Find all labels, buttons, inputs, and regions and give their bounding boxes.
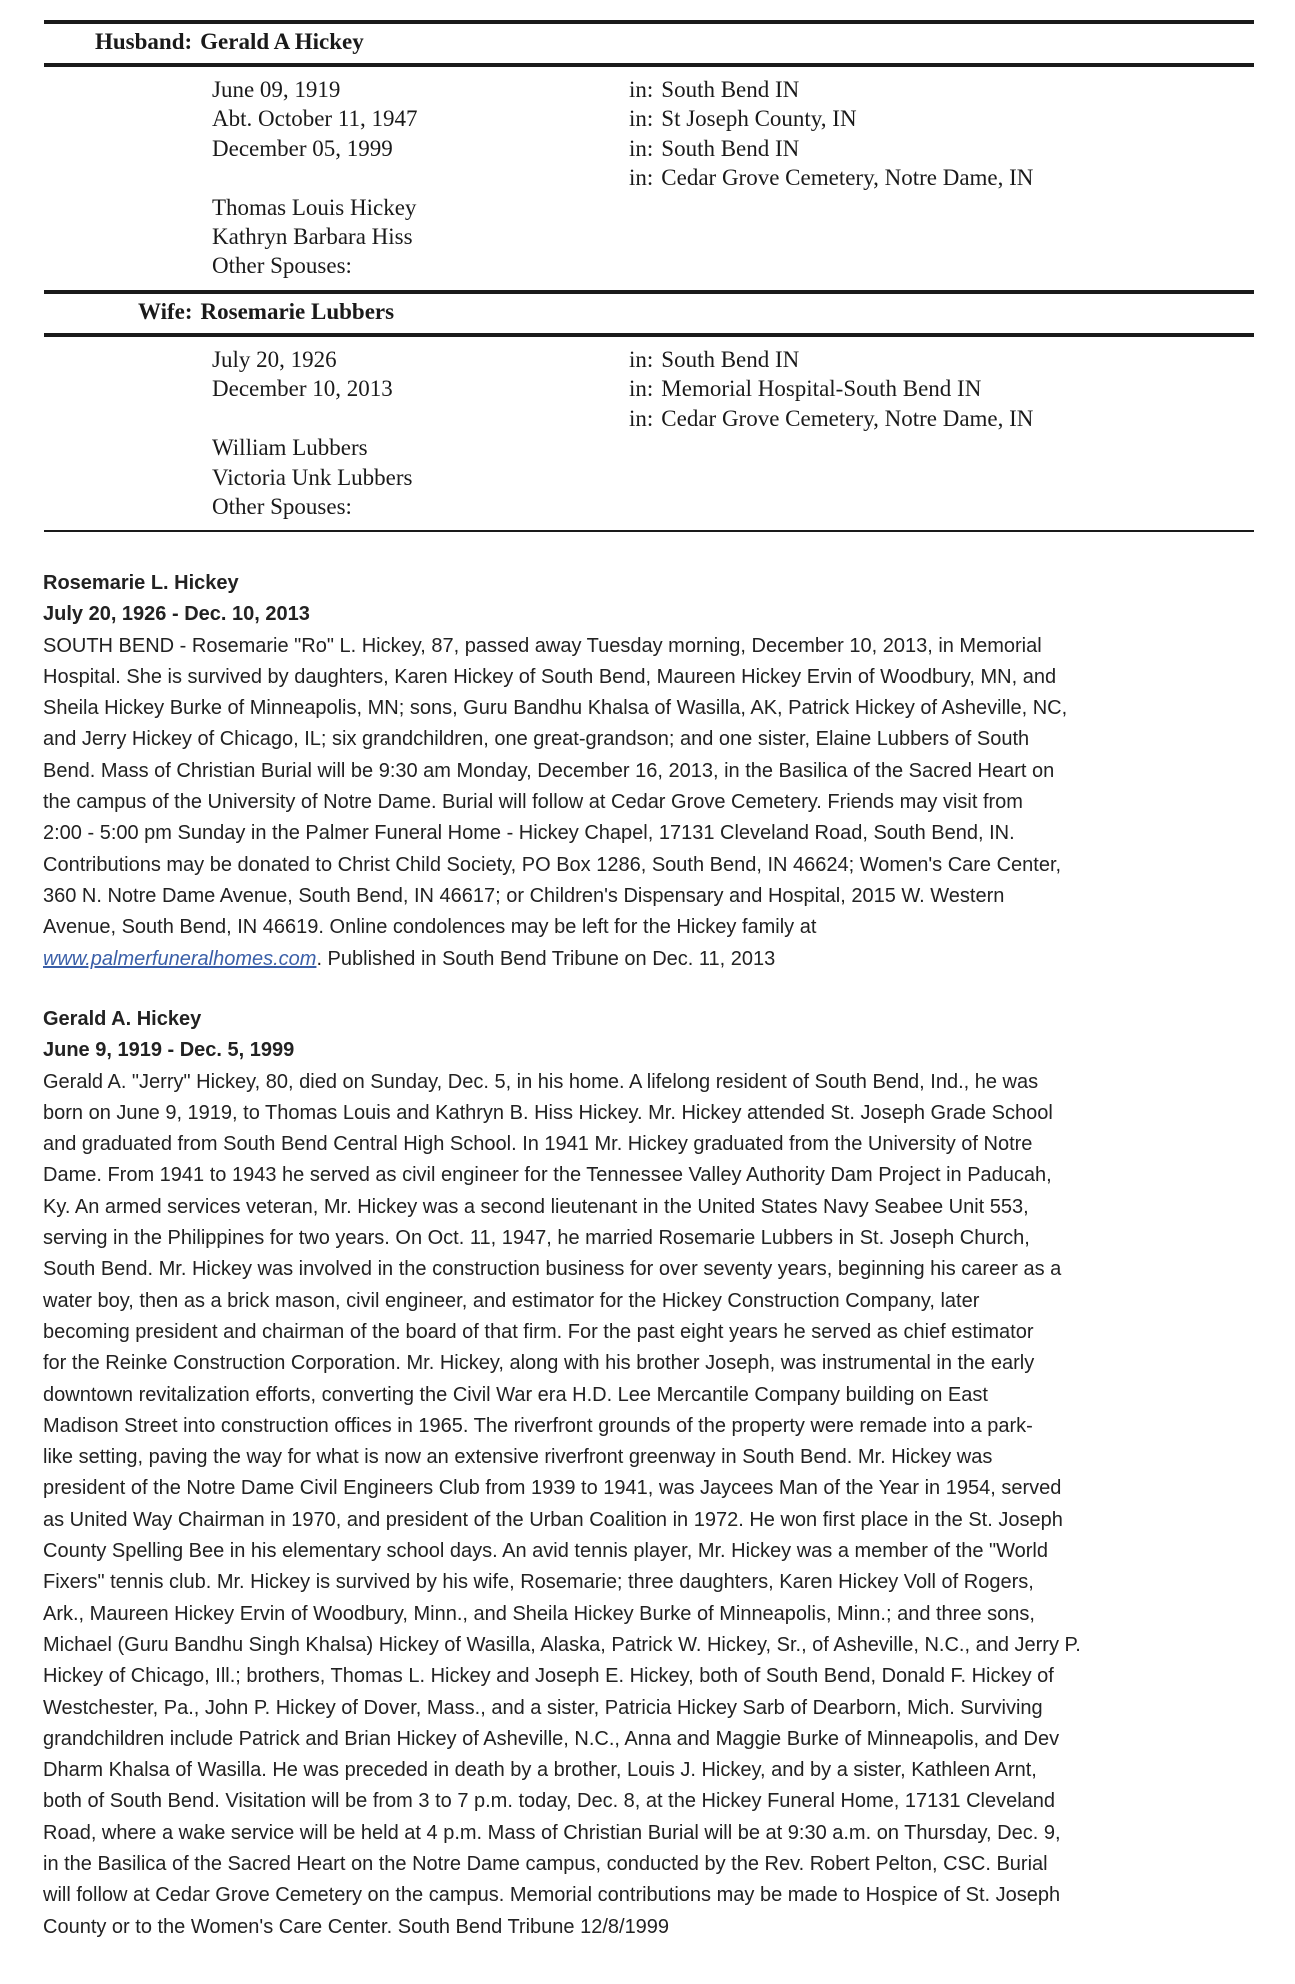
fact-place — [629, 404, 1033, 433]
obituary-rosemarie — [43, 568, 1268, 975]
obituary-body-line — [43, 944, 1268, 975]
fact-place — [629, 345, 799, 374]
place-value: Cedar Grove Cemetery, Notre Dame, IN — [661, 165, 1034, 191]
obituary-body-line: in the Basilica of the Sacred Heart on the Notre Dame campus, conducted by the Rev. Robert Pelton, CSC. Burial — [43, 1853, 1048, 1876]
fact-value: June 09, 1919 — [212, 77, 341, 102]
obituary-body — [43, 1067, 1268, 1943]
fact-place — [629, 134, 799, 163]
husband-name: Gerald A Hickey — [200, 29, 364, 54]
obituary-body — [43, 631, 1268, 944]
obituary-gerald — [43, 1004, 1268, 1943]
fact-value: William Lubbers — [212, 435, 368, 461]
fact-place — [629, 163, 1033, 192]
obituary-body-line: SOUTH BEND - Rosemarie "Ro" L. Hickey, 87, passed away Tuesday morning, December 10, 2013, in Memorial — [43, 634, 1042, 657]
obituary-body-line: Hospital. She is survived by daughters, Karen Hickey of South Bend, Maureen Hickey Ervin of Woodbury, MN, and — [43, 665, 1057, 688]
place-value: Memorial Hospital-South Bend IN — [661, 376, 982, 402]
obituary-body-line: as United Way Chairman in 1970, and president of the Urban Coalition in 1972. He won first place in the St. Joseph — [43, 1508, 1063, 1531]
wife-header — [138, 298, 394, 326]
obituary-body-line: grandchildren include Patrick and Brian Hickey of Asheville, N.C., Anna and Maggie Burke of Minneapolis, and Dev — [43, 1727, 1060, 1750]
husband-top-rule — [44, 20, 1254, 24]
obituary-body-line: Fixers" tennis club. Mr. Hickey is survived by his wife, Rosemarie; three daughters, Karen Hickey Voll of Rogers, — [43, 1571, 1034, 1594]
obituary-body-line: South Bend. Mr. Hickey was involved in the construction business for over seventy years, beginning his career as a — [43, 1258, 1062, 1281]
husband-bottom-rule — [44, 63, 1254, 67]
wife-end-rule — [44, 530, 1254, 532]
obituary-body-line: Ky. An armed services veteran, Mr. Hickey was a second lieutenant in the United States Navy Seabee Unit 553, — [43, 1195, 1029, 1218]
funeral-home-link[interactable]: www.palmerfuneralhomes.com — [43, 947, 317, 970]
obituary-body-line: like setting, paving the way for what is now an extensive riverfront greenway in South Bend. Mr. Hickey was — [43, 1446, 993, 1469]
obituary-body-line: Bend. Mass of Christian Burial will be 9:30 am Monday, December 16, 2013, in the Basilica of the Sacred Heart on — [43, 759, 1055, 782]
obituary-body-line: County Spelling Bee in his elementary school days. An avid tennis player, Mr. Hickey was a member of the "World — [43, 1540, 1048, 1563]
place-label: in: — [629, 165, 654, 191]
obituary-body-line: County or to the Women's Care Center. South Bend Tribune 12/8/1999 — [43, 1915, 670, 1938]
obituary-body-line: the campus of the University of Notre Dame. Burial will follow at Cedar Grove Cemetery. Friends may visit from — [43, 791, 1023, 814]
place-value: South Bend IN — [661, 77, 800, 102]
place-value: South Bend IN — [661, 347, 800, 372]
obituary-title: Gerald A. Hickey — [43, 1008, 202, 1030]
obituary-body-line: Gerald A. "Jerry" Hickey, 80, died on Sunday, Dec. 5, in his home. A lifelong resident of South Bend, Ind., he was — [43, 1070, 1039, 1093]
obituary-body-line: Sheila Hickey Burke of Minneapolis, MN; sons, Guru Bandhu Khalsa of Wasilla, AK, Patrick Hickey of Asheville, NC, — [43, 697, 1068, 720]
obituary-body-line: Madison Street into construction offices in 1965. The riverfront grounds of the property were remade into a park- — [43, 1414, 1033, 1437]
obituary-body-line: Hickey of Chicago, Ill.; brothers, Thomas L. Hickey and Joseph E. Hickey, both of South Bend, Donald F. Hickey of — [43, 1665, 1054, 1688]
obituary-body-line: Dharm Khalsa of Wasilla. He was preceded in death by a brother, Louis J. Hickey, and by a sister, Kathleen Arnt, — [43, 1759, 1037, 1782]
place-label: in: — [629, 106, 654, 132]
obituary-body-line: for the Reinke Construction Corporation. Mr. Hickey, along with his brother Joseph, was instrumental in the early — [43, 1352, 1035, 1375]
fact-place — [629, 104, 857, 133]
obituary-body-line: Michael (Guru Bandhu Singh Khalsa) Hickey of Wasilla, Alaska, Patrick W. Hickey, Sr., of Asheville, N.C., and Jerry P. — [43, 1633, 1081, 1656]
obituary-body-line: Dame. From 1941 to 1943 he served as civil engineer for the Tennessee Valley Authority Dam Project in Paducah, — [43, 1164, 1052, 1187]
place-label: in: — [629, 347, 654, 372]
obituary-body-line: Road, where a wake service will be held at 4 p.m. Mass of Christian Burial will be at 9:30 a.m. on Thursday, Dec. 9, — [43, 1821, 1061, 1844]
obituary-title: Rosemarie L. Hickey — [43, 572, 239, 594]
fact-value: July 20, 1926 — [212, 347, 337, 372]
fact-value: Kathryn Barbara Hiss — [212, 224, 413, 249]
obituary-dates: July 20, 1926 - Dec. 10, 2013 — [43, 603, 310, 626]
obituary-body-line: 360 N. Notre Dame Avenue, South Bend, IN 46617; or Children's Dispensary and Hospital, 2015 W. Western — [43, 884, 1005, 907]
obituary-body-line: Avenue, South Bend, IN 46619. Online condolences may be left for the Hickey family at — [43, 916, 817, 939]
husband-label: Husband: — [95, 29, 193, 54]
wife-other-spouses: Other Spouses: — [212, 494, 352, 519]
place-label: in: — [629, 77, 654, 102]
place-label: in: — [629, 405, 654, 431]
place-value: Cedar Grove Cemetery, Notre Dame, IN — [661, 405, 1034, 431]
fact-value: December 10, 2013 — [212, 376, 393, 402]
obituary-body-line: Contributions may be donated to Christ Child Society, PO Box 1286, South Bend, IN 46624; Women's Care Center, — [43, 853, 1062, 876]
obituary-dates: June 9, 1919 - Dec. 5, 1999 — [43, 1039, 295, 1062]
obituary-body-line: Ark., Maureen Hickey Ervin of Woodbury, Minn., and Sheila Hickey Burke of Minneapolis, Minn.; and three sons, — [43, 1602, 1035, 1625]
obituary-body-line: will follow at Cedar Grove Cemetery on the campus. Memorial contributions may be made to Hospice of St. Joseph — [43, 1884, 1061, 1907]
wife-bottom-rule — [44, 333, 1254, 337]
place-label: in: — [629, 135, 654, 161]
obituary-body-line: serving in the Philippines for two years. On Oct. 11, 1947, he married Rosemarie Lubbers in St. Joseph Church, — [43, 1227, 1030, 1250]
obituary-body-line: born on June 9, 1919, to Thomas Louis and Kathryn B. Hiss Hickey. Mr. Hickey attended St. Joseph Grade School — [43, 1101, 1053, 1124]
publication-note: . Published in South Bend Tribune on Dec. 11, 2013 — [316, 947, 776, 970]
fact-place — [629, 75, 799, 104]
place-label: in: — [629, 376, 654, 402]
obituary-body-line: and Jerry Hickey of Chicago, IL; six grandchildren, one great-grandson; and one sister, Elaine Lubbers of South — [43, 728, 1030, 751]
wife-top-rule — [44, 290, 1254, 294]
obituary-body-line: Westchester, Pa., John P. Hickey of Dover, Mass., and a sister, Patricia Hickey Sarb of Dearborn, Mich. Surviving — [43, 1696, 1043, 1719]
obituary-body-line: water boy, then as a brick mason, civil engineer, and estimator for the Hickey Construction Company, later — [43, 1289, 980, 1312]
fact-place — [629, 374, 981, 403]
obituary-body-line: and graduated from South Bend Central High School. In 1941 Mr. Hickey graduated from the University of Notre — [43, 1133, 1033, 1156]
place-value: St Joseph County, IN — [661, 106, 857, 132]
fact-value: Thomas Louis Hickey — [212, 194, 417, 220]
wife-label: Wife: — [138, 299, 193, 324]
fact-value: Abt. October 11, 1947 — [212, 106, 418, 132]
husband-other-spouses: Other Spouses: — [212, 253, 352, 278]
obituary-body-line: president of the Notre Dame Civil Engineers Club from 1939 to 1941, was Jaycees Man of the Year in 1954, served — [43, 1477, 1062, 1500]
obituary-body-line: 2:00 - 5:00 pm Sunday in the Palmer Funeral Home - Hickey Chapel, 17131 Cleveland Road, South Bend, IN. — [43, 822, 1015, 845]
wife-name: Rosemarie Lubbers — [200, 299, 395, 324]
place-value: South Bend IN — [661, 135, 800, 161]
husband-header — [95, 28, 364, 56]
fact-value: Victoria Unk Lubbers — [212, 464, 413, 490]
obituary-body-line: downtown revitalization efforts, converting the Civil War era H.D. Lee Mercantile Company building on East — [43, 1383, 988, 1406]
obituary-body-line: both of South Bend. Visitation will be from 3 to 7 p.m. today, Dec. 8, at the Hickey Funeral Home, 17131 Cleveland — [43, 1790, 1056, 1813]
fact-value: December 05, 1999 — [212, 135, 393, 161]
obituary-body-line: becoming president and chairman of the board of that firm. For the past eight years he served as chief estimator — [43, 1320, 1034, 1343]
